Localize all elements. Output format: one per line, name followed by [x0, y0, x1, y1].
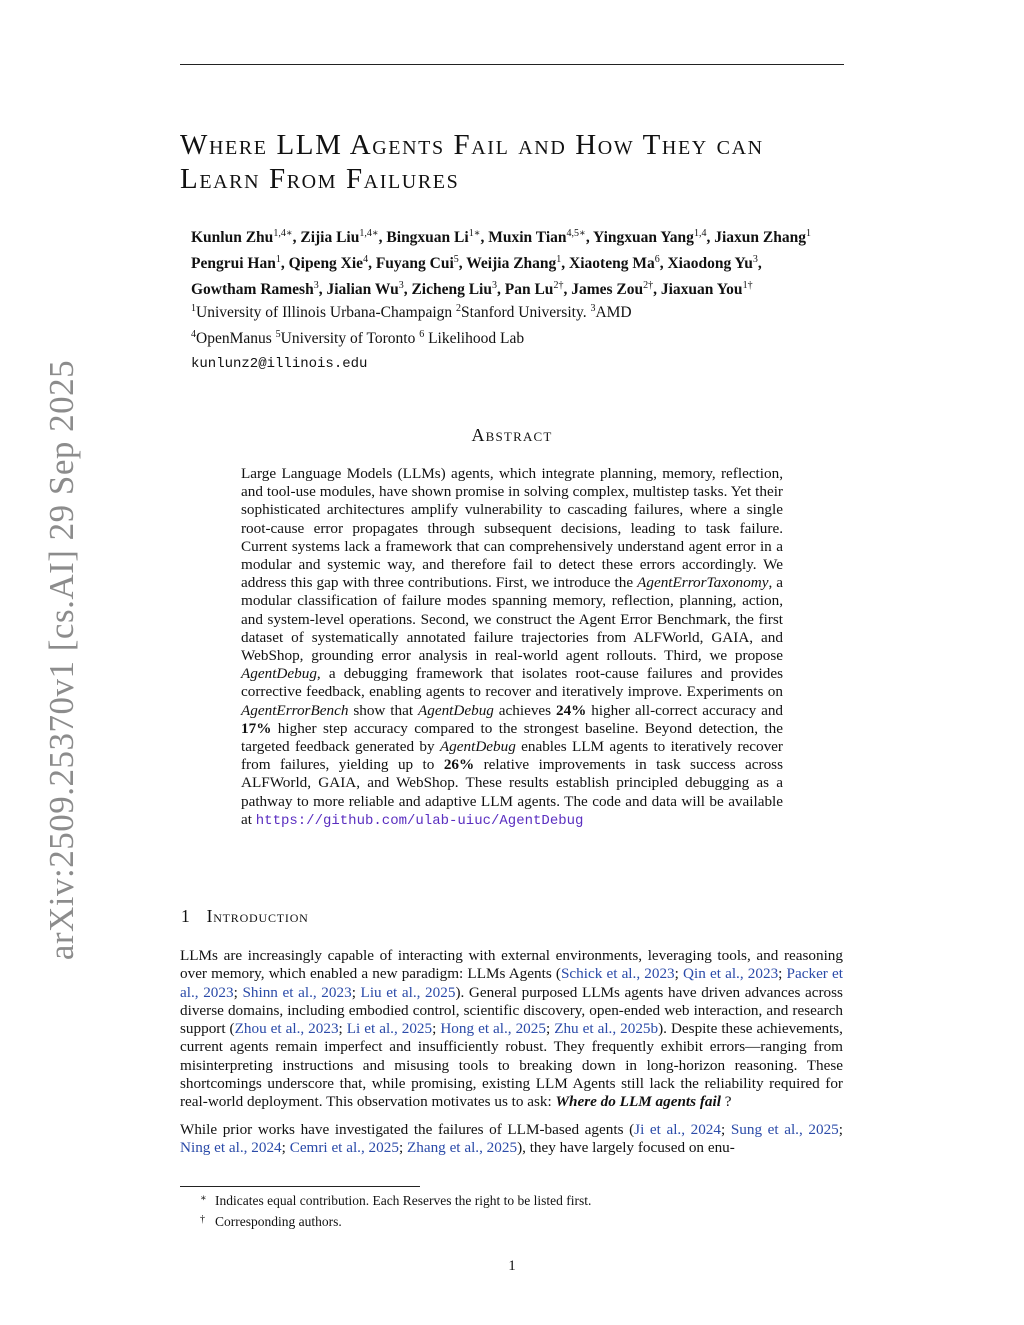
abstract-text: Large Language Models (LLMs) agents, which integrate planning, memory, reflection, and tool-use modules, have shown promise in solving complex, multistep tasks. Yet their sophisticated architectures amplify vulnerability to cascading failures, where a single root-cause error propagates through subsequent decisions, leading to task failure. Current systems lack a framework that can comprehensively understand agent error in a modular and systemic way, and therefore fail to detect these errors accordingly. We address this gap with three contributions. First, we introduce the — [241, 465, 783, 592]
abstract-text: enables LLM agents to iteratively recover from failures, yielding up to — [241, 738, 783, 774]
affil-mark: 1 — [191, 302, 196, 314]
footnote-mark: † — [200, 1214, 205, 1225]
intro-paragraph-1: LLMs are increasingly capable of interacting with external environments, leveraging tools, and reasoning over memory, which enabled a new paradigm: LLMs Agents (Schick et al., 2023; Qin et al., 2023; Packer et al., 2023; Shinn et al., 2023; Liu et al., 2025). General purposed LLMs agents have driven advances across diverse domains, including embodied control, scientific discovery, open-ended web interaction, and research support (Zhou et al., 2023; Li et al., 2025; Hong et al., 2025; Zhu et al., 2025b). Despite these achievements, current agents remain imperfect and insufficiently robust. They frequently exhibit errors—ranging from misinterpreting instructions and misusing tools to breaking down in long-horizon reasoning. These shortcomings underscore that, while promising, existing LLM Agents still lack the reliability required for real-world deployment. This observation motivates us to ask: Where do LLM agents fail ? — [180, 947, 843, 1111]
author-affil-mark: 3 — [313, 279, 319, 291]
affiliation: University of Toronto — [280, 330, 420, 347]
footnote-rule — [180, 1186, 420, 1187]
author-affil-mark: 2† — [553, 279, 564, 291]
author-affil-mark: 1 — [275, 253, 281, 265]
title-line-2: Learn From Failures — [180, 163, 460, 195]
contact-email[interactable]: kunlunz2@illinois.edu — [191, 356, 368, 372]
citation-link[interactable]: Cemri et al., 2025 — [289, 1138, 399, 1156]
abstract-text: achieves — [493, 701, 556, 719]
author-affil-mark: 4,5∗ — [566, 227, 586, 239]
author-name: Muxin Tian — [488, 229, 567, 246]
author-separator: , — [292, 229, 301, 246]
author-affil-mark: 1 — [556, 253, 562, 265]
intro-paragraph-2: While prior works have investigated the failures of LLM-based agents (Ji et al., 2024; Sung et al., 2025; Ning et al., 2024; Cemri et al., 2025; Zhang et al., 2025), they have largely focused on enu- — [180, 1120, 843, 1156]
intro-text: LLMs are increasingly capable of interacting with external environments, leveraging tools, and reasoning over memory, which enabled a new paradigm: LLMs Agents ( — [180, 947, 843, 983]
affiliation: Likelihood Lab — [424, 330, 525, 347]
author-affil-mark: 1 — [805, 227, 811, 239]
author-separator: , — [561, 255, 570, 272]
affiliation: Stanford University. — [461, 304, 591, 321]
author-separator: , — [757, 255, 762, 272]
affil-mark: 4 — [191, 328, 196, 340]
agentdebug-name: AgentDebug — [417, 701, 494, 719]
abstract-text: relative improvements in task success across ALFWorld, GAIA, and WebShop. These results establish principled debugging as a pathway to more reliable and adaptive LLM agents. The code and data will be available at — [241, 756, 783, 828]
citation-link[interactable]: Zhou et al., 2023 — [234, 1020, 339, 1038]
intro-text: ). General purposed LLMs agents have driven advances across diverse domains, including embodied control, scientific discovery, open-ended web interaction, and research support ( — [180, 983, 843, 1038]
author-affil-mark: 4 — [363, 253, 369, 265]
author-name: Bingxuan Li — [386, 229, 469, 246]
author-name: Jiaxuan You — [660, 281, 743, 298]
section-heading-introduction — [181, 906, 309, 927]
author-affil-mark: 1† — [742, 279, 753, 291]
paper-title — [180, 128, 850, 196]
citation-link[interactable]: Ning et al., 2024 — [180, 1138, 282, 1156]
intro-text: While prior works have investigated the failures of LLM-based agents ( — [180, 1120, 635, 1138]
author-separator: , — [585, 229, 593, 246]
citation-link[interactable]: Zhang et al., 2025 — [406, 1138, 518, 1156]
author-affil-mark: 3 — [492, 279, 497, 291]
author-separator: , — [368, 255, 376, 272]
author-separator: , — [563, 281, 572, 298]
author-separator: , — [480, 229, 489, 246]
author-separator: , — [659, 255, 668, 272]
affiliations-line-2 — [191, 329, 891, 349]
abstract-heading: Abstract — [471, 425, 553, 445]
agentdebug-name: AgentDebug — [439, 738, 516, 756]
author-name: Kunlun Zhu — [191, 229, 274, 246]
affil-mark: 3 — [590, 302, 596, 314]
author-name: Zijia Liu — [300, 229, 360, 246]
abstract-text: , a modular classification of failure modes spanning memory, reflection, planning, action, and system-level operations. Second, we construct the Agent Error Benchmark, the first dataset of systematically annotated failure trajectories from ALFWorld, GAIA, and WebShop, grounding error analysis in real-world agent rollouts. Third, we propose — [241, 574, 783, 665]
intro-text: ). Despite these achievements, current agents remain imperfect and insufficiently robust. They frequently exhibit errors—ranging from misinterpreting instructions and misusing tools to breaking down in long-horizon reasoning. These shortcomings underscore that, while promising, existing LLM Agents still lack the reliability required for real-world deployment. This observation motivates us to ask: — [180, 1020, 843, 1111]
introduction-body — [180, 947, 843, 1166]
author-list — [191, 225, 891, 303]
author-name: Pengrui Han — [191, 255, 276, 272]
github-link[interactable]: https://github.com/ulab-uiuc/AgentDebug — [255, 812, 584, 829]
author-name: Xiaoteng Ma — [569, 255, 655, 272]
author-separator: , — [497, 281, 505, 298]
author-separator: , — [378, 229, 387, 246]
affiliations-line-1 — [191, 303, 891, 323]
citation-link[interactable]: Zhu et al., 2025b — [554, 1020, 659, 1038]
author-name: Jiaxun Zhang — [714, 229, 806, 246]
author-separator: , — [280, 255, 289, 272]
author-affil-mark: 6 — [654, 253, 660, 265]
section-number: 1 — [181, 906, 191, 926]
stat-17: 17% — [241, 719, 272, 737]
author-name: Xiaodong Yu — [667, 255, 753, 272]
affil-mark: 2 — [456, 302, 462, 314]
author-affil-mark: 1,4 — [693, 227, 707, 239]
author-separator: , — [403, 281, 412, 298]
arxiv-identifier: arXiv:2509.25370v1 [cs.AI] 29 Sep 2025 — [42, 359, 81, 961]
page-number: 1 — [508, 1258, 516, 1274]
abstract-text: higher step accuracy compared to the strongest baseline. Beyond detection, the targeted feedback generated by — [241, 719, 783, 756]
stat-26: 26% — [443, 756, 475, 774]
stat-24: 24% — [555, 701, 587, 719]
abstract-body — [241, 465, 783, 830]
author-separator: , — [653, 281, 661, 298]
author-separator: , — [458, 255, 467, 272]
citation-link[interactable]: Sung et al., 2025 — [730, 1120, 839, 1138]
citation-link[interactable]: Li et al., 2025 — [346, 1020, 433, 1038]
citation-link[interactable]: Schick et al., 2023 — [560, 965, 675, 983]
benchmark-name: AgentErrorBench — [241, 701, 349, 719]
affil-mark: 5 — [275, 328, 281, 340]
footnote-mark: ∗ — [200, 1193, 207, 1204]
author-separator: , — [706, 229, 715, 246]
section-title: Introduction — [206, 906, 309, 926]
footnote-corresponding — [200, 1210, 591, 1231]
abstract-text: , a debugging framework that isolates root-cause failures and provides corrective feedback, enabling agents to recover and iteratively improve. Experiments on — [241, 665, 783, 701]
author-affil-mark: 1∗ — [468, 227, 481, 239]
author-affil-mark: 1,4∗ — [359, 227, 379, 239]
author-separator: , — [318, 281, 327, 298]
author-affil-mark: 5 — [453, 253, 459, 265]
title-line-1: Where LLM Agents Fail and How They can — [180, 129, 764, 161]
research-question: Where do LLM agents fail — [555, 1093, 721, 1111]
agentdebug-name: AgentDebug — [241, 665, 317, 683]
author-name: Gowtham Ramesh — [191, 281, 314, 298]
author-affil-mark: 2† — [643, 279, 654, 291]
intro-text: ), they have largely focused on enu- — [517, 1138, 735, 1156]
author-name: Fuyang Cui — [375, 255, 454, 272]
affiliation: OpenManus — [196, 330, 276, 347]
footnote-text: Indicates equal contribution. Each Reserves the right to be listed first. — [215, 1193, 592, 1208]
affil-mark: 6 — [419, 328, 425, 340]
author-name: Qipeng Xie — [288, 255, 364, 272]
intro-text: ? — [720, 1093, 732, 1111]
footnotes — [200, 1189, 591, 1231]
citation-link[interactable]: Hong et al., 2025 — [440, 1020, 546, 1038]
affiliation: University of Illinois Urbana-Champaign — [196, 304, 457, 321]
top-rule — [180, 64, 844, 65]
taxonomy-name: AgentErrorTaxonomy — [637, 574, 769, 592]
citation-link[interactable]: Qin et al., 2023 — [683, 965, 779, 983]
affiliation: AMD — [595, 304, 632, 321]
author-affil-mark: 3 — [398, 279, 404, 291]
abstract-text: show that — [348, 701, 418, 719]
author-name: James Zou — [571, 281, 644, 298]
citation-link[interactable]: Packer et al., 2023 — [180, 965, 843, 1001]
citation-link[interactable]: Ji et al., 2024 — [634, 1120, 721, 1138]
author-name: Yingxuan Yang — [593, 229, 694, 246]
footnote-equal-contribution — [200, 1189, 591, 1210]
abstract-text: higher all-correct accuracy and — [586, 701, 784, 719]
author-name: Pan Lu — [504, 281, 554, 298]
footnote-text: Corresponding authors. — [215, 1214, 342, 1229]
author-name: Jialian Wu — [326, 281, 399, 298]
citation-link[interactable]: Shinn et al., 2023 — [242, 983, 352, 1001]
author-name: Weijia Zhang — [466, 255, 557, 272]
author-affil-mark: 3 — [752, 253, 758, 265]
citation-link[interactable]: Liu et al., 2025 — [360, 983, 456, 1001]
author-affil-mark: 1,4∗ — [273, 227, 293, 239]
author-name: Zicheng Liu — [411, 281, 492, 298]
